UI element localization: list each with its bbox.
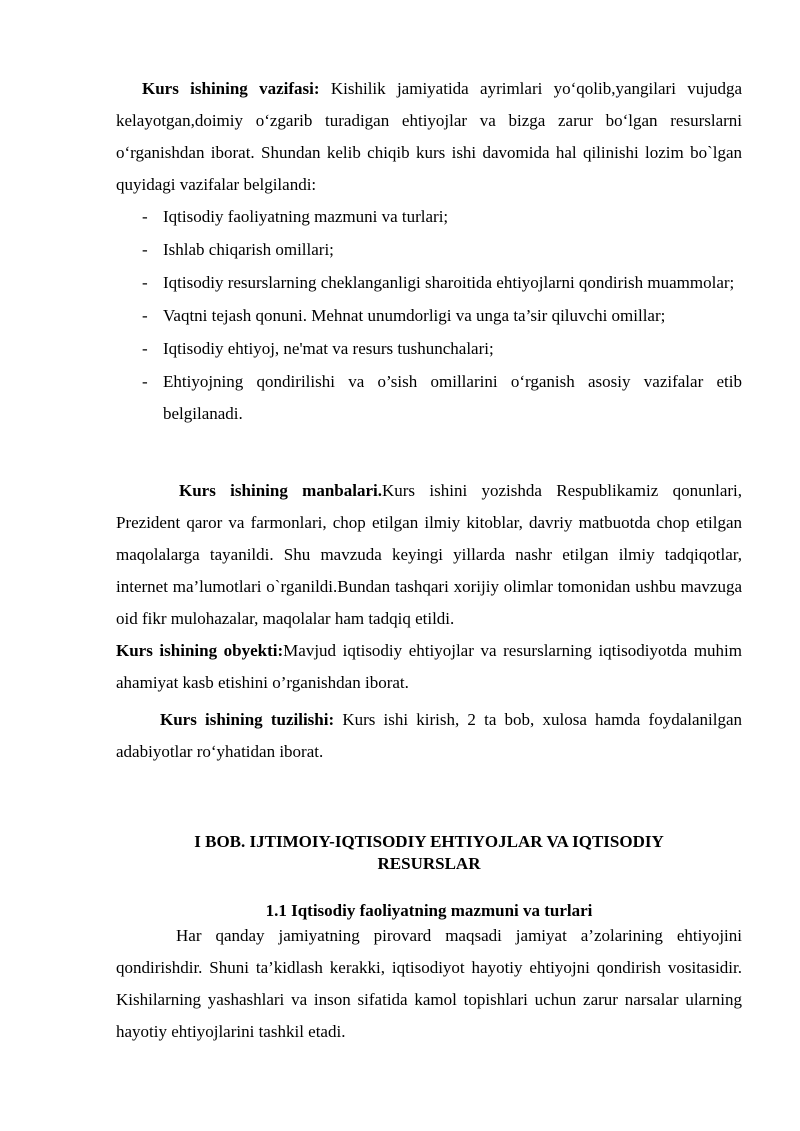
- list-marker: -: [142, 306, 148, 325]
- structure-text: Kurs ishi kirish, 2 ta bob, xulosa hamda foydalanilgan adabiyotlar ro‘yhatidan iborat.: [116, 710, 742, 761]
- list-marker: -: [142, 339, 148, 358]
- structure-paragraph: [116, 704, 742, 768]
- object-paragraph: [116, 635, 742, 699]
- chapter-title: [116, 831, 742, 875]
- structure-label: Kurs ishining tuzilishi:: [160, 710, 335, 729]
- list-marker: -: [142, 273, 148, 292]
- list-item-text: Ishlab chiqarish omillari;: [163, 240, 334, 259]
- list-item-text: Ehtiyojning qondirilishi va o’sish omillarini o‘rganish asosiy vazifalar etib belgilanadi.: [163, 372, 742, 423]
- sources-text: Kurs ishini yozishda Respublikamiz qonunlari, Prezident qaror va farmonlari, chop etilgan ilmiy kitoblar, davriy matbuotda chop etilgan maqolalarga tayanildi. Shu mavzuda keyingi yillarda nashr etilgan ilmiy tadqiqotlar, internet ma’lumotlari o`rganildi.Bundan tashqari xorijiy olimlar tomonidan ushbu mavzuga oid fikr mulohazalar, maqolalar ham tadqiq etildi.: [116, 481, 742, 628]
- list-item-text: Iqtisodiy resurslarning cheklanganligi sharoitida ehtiyojlarni qondirish muammolar;: [163, 273, 735, 292]
- list-item: [116, 201, 742, 233]
- chapter-title-line-2: RESURSLAR: [377, 854, 481, 873]
- list-marker: -: [142, 372, 148, 391]
- list-item-text: Iqtisodiy faoliyatning mazmuni va turlari;: [163, 207, 449, 226]
- list-item: [116, 300, 742, 332]
- task-text: Kishilik jamiyatida ayrimlari yo‘qolib,yangilari vujudga kelayotgan,doimiy o‘zgarib turadigan ehtiyojlar va bizga zarur bo‘lgan resurslarni o‘rganishdan iborat. Shundan kelib chiqib kurs ishi davomida hal qilinishi lozim bo`lgan quyidagi vazifalar belgilandi:: [116, 79, 742, 194]
- sources-label: Kurs ishining manbalari.: [179, 481, 382, 500]
- section-title: 1.1 Iqtisodiy faoliyatning mazmuni va turlari: [265, 901, 593, 920]
- task-list: [116, 201, 742, 431]
- list-item: [116, 267, 742, 299]
- list-item: [116, 333, 742, 365]
- list-item-text: Vaqtni tejash qonuni. Mehnat unumdorligi va unga ta’sir qiluvchi omillar;: [163, 306, 666, 325]
- task-paragraph: [116, 73, 742, 201]
- chapter-title-line-1: I BOB. IJTIMOIY-IQTISODIY EHTIYOJLAR VA IQTISODIY: [194, 832, 664, 851]
- object-text: Mavjud iqtisodiy ehtiyojlar va resurslarning iqtisodiyotda muhim ahamiyat kasb etishini o’rganishdan iborat.: [116, 641, 742, 692]
- list-marker: -: [142, 207, 148, 226]
- list-marker: -: [142, 240, 148, 259]
- list-item: [116, 234, 742, 266]
- section-paragraph: Har qanday jamiyatning pirovard maqsadi jamiyat a’zolarining ehtiyojini qondirishdir. Shuni ta’kidlash kerakki, iqtisodiyot hayotiy ehtiyojni qondirish vositasidir. Kishilarning yashashlari va inson sifatida kamol topishlari uchun zarur narsalar ularning hayotiy ehtiyojlarini tashkil etadi.: [116, 926, 742, 1041]
- sources-paragraph: [116, 475, 742, 635]
- task-label: Kurs ishining vazifasi:: [142, 79, 320, 98]
- list-item: [116, 366, 742, 430]
- list-item-text: Iqtisodiy ehtiyoj, ne'mat va resurs tushunchalari;: [163, 339, 494, 358]
- object-label: Kurs ishining obyekti:: [116, 641, 284, 660]
